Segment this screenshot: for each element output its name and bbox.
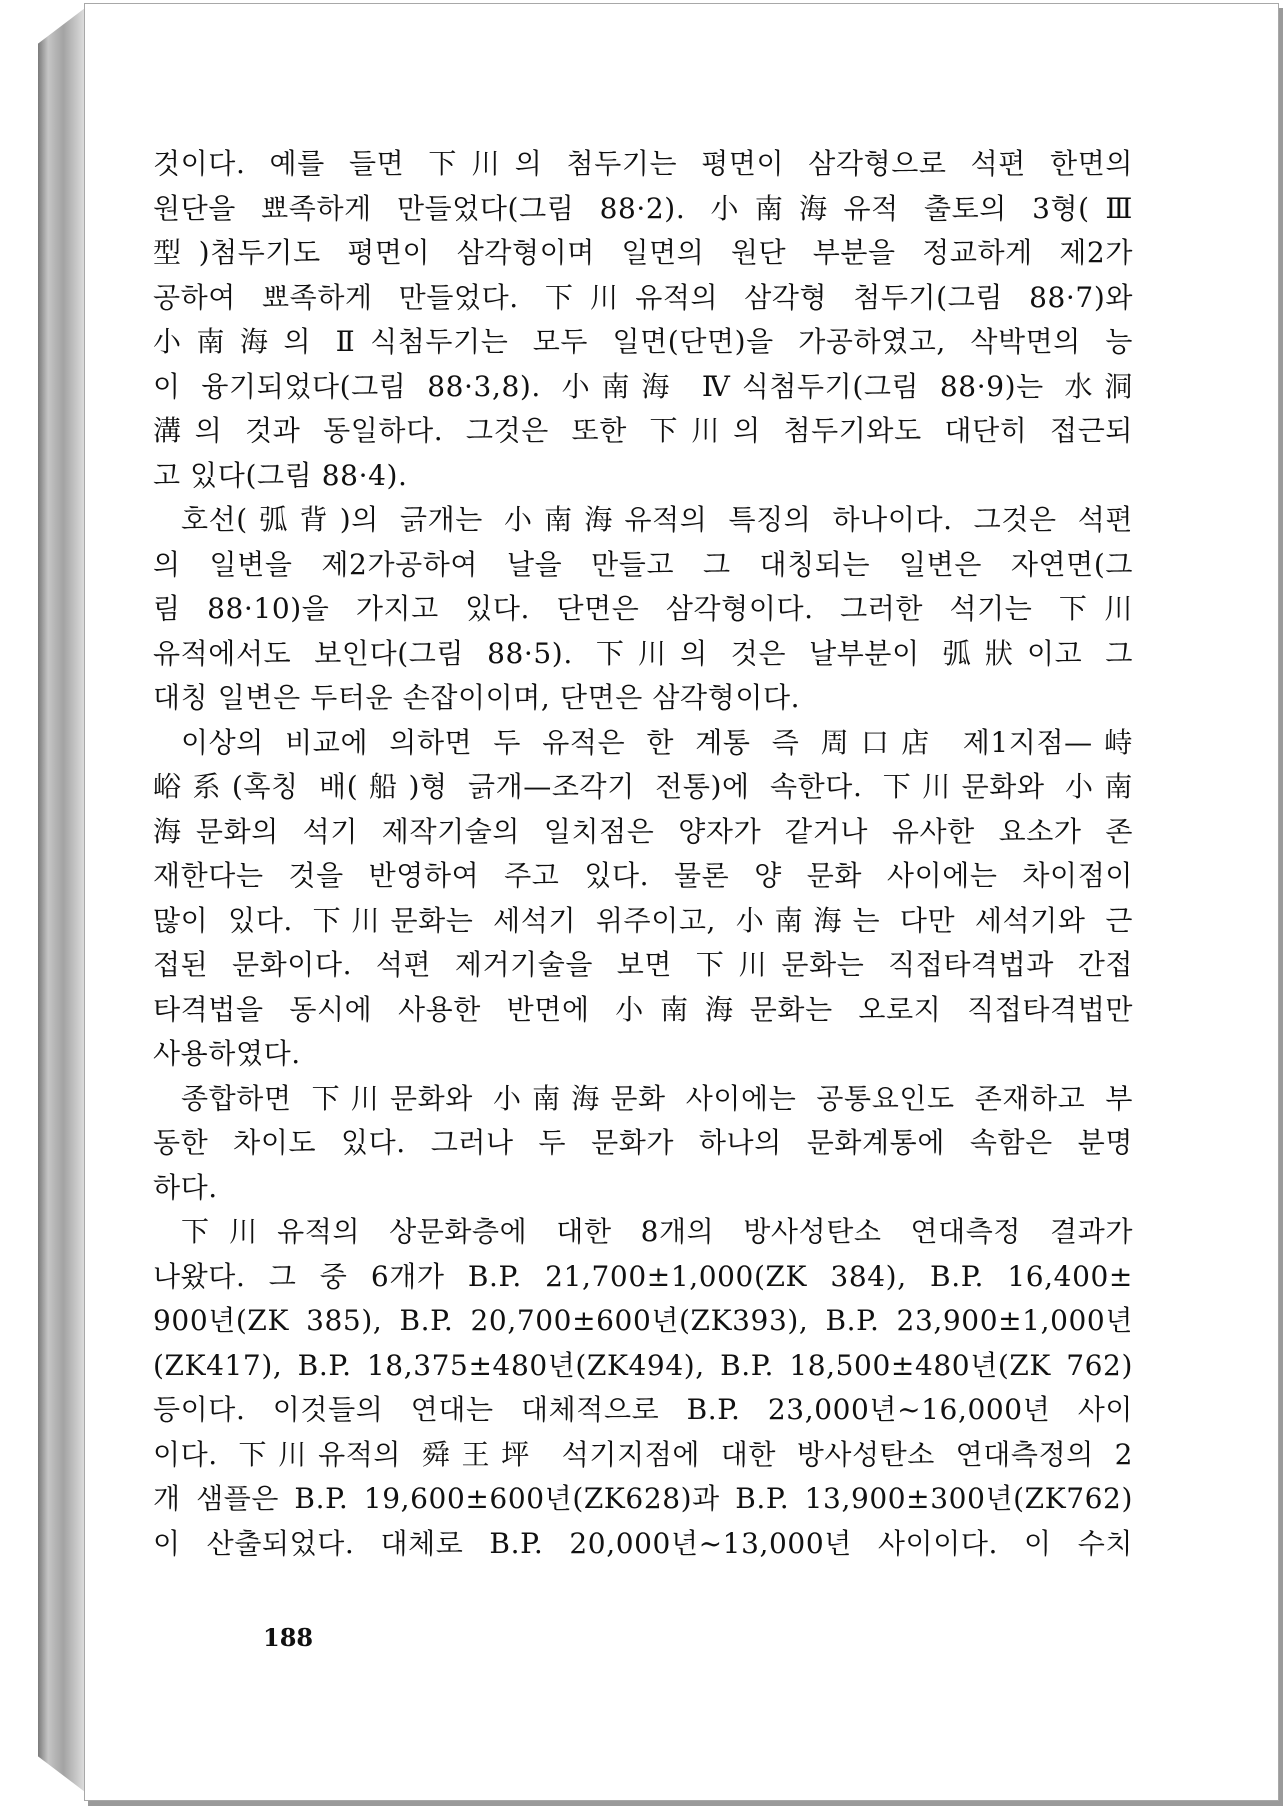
- text-line: 접된 문화이다. 석편 제거기술을 보면 下川문화는 직접타격법과 간접: [153, 948, 1133, 981]
- text-line: 것이다. 예를 들면 下川의 첨두기는 평면이 삼각형으로 석편 한면의: [153, 147, 1133, 180]
- text-line: 타격법을 동시에 사용한 반면에 小南海문화는 오로지 직접타격법만: [153, 992, 1133, 1026]
- text-line: 원단을 뾰족하게 만들었다(그림 88·2). 小南海유적 출토의 3형(Ⅲ: [153, 191, 1133, 225]
- text-line: 등이다. 이것들의 연대는 대체적으로 B.P. 23,000년~16,000년 사이: [153, 1393, 1133, 1426]
- text-line: 동한 차이도 있다. 그러나 두 문화가 하나의 문화계통에 속함은 분명: [153, 1126, 1133, 1159]
- text-line: 재한다는 것을 반영하여 주고 있다. 물론 양 문화 사이에는 차이점이: [153, 859, 1133, 892]
- text-line: 900년(ZK 385), B.P. 20,700±600년(ZK393), B.P. 23,900±1,000년: [153, 1304, 1133, 1337]
- text-line: 의 일변을 제2가공하여 날을 만들고 그 대칭되는 일변은 자연면(그: [153, 547, 1133, 581]
- text-line: 이 산출되었다. 대체로 B.P. 20,000년~13,000년 사이이다. 이 수치: [153, 1526, 1133, 1560]
- text-line: 대칭 일변은 두터운 손잡이이며, 단면은 삼각형이다.: [153, 681, 801, 714]
- paragraph-2: [153, 498, 1133, 721]
- text-line: (ZK417), B.P. 18,375±480년(ZK494), B.P. 18,500±480년(ZK 762): [153, 1348, 1133, 1382]
- text-line: 이상의 비교에 의하면 두 유적은 한 계통 즉 周口店 제1지점—峙: [181, 725, 1133, 759]
- text-line: 종합하면 下川문화와 小南海문화 사이에는 공통요인도 존재하고 부: [181, 1081, 1133, 1115]
- text-line: 고 있다(그림 88·4).: [153, 458, 408, 492]
- text-line: 하다.: [153, 1170, 218, 1204]
- body-text: [153, 142, 1133, 1566]
- text-line: 개 샘플은 B.P. 19,600±600년(ZK628)과 B.P. 13,900±300년(ZK762): [153, 1482, 1133, 1515]
- paragraph-4: [153, 1077, 1133, 1211]
- text-line: 공하여 뾰족하게 만들었다. 下川유적의 삼각형 첨두기(그림 88·7)와: [153, 280, 1133, 314]
- text-line: 호선(弧背)의 긁개는 小南海유적의 특징의 하나이다. 그것은 석편: [181, 503, 1133, 536]
- paragraph-5: [153, 1210, 1133, 1566]
- book-spine-edge: [38, 8, 85, 1792]
- text-line: 海문화의 석기 제작기술의 일치점은 양자가 같거나 유사한 요소가 존: [153, 814, 1133, 848]
- text-line: 型)첨두기도 평면이 삼각형이며 일면의 원단 부분을 정교하게 제2가: [153, 236, 1133, 269]
- text-line: 사용하였다.: [153, 1037, 301, 1070]
- text-line: 小南海의 Ⅱ식첨두기는 모두 일면(단면)을 가공하였고, 삭박면의 능: [153, 325, 1133, 358]
- text-line: 유적에서도 보인다(그림 88·5). 下川의 것은 날부분이 弧狀이고 그: [153, 636, 1133, 670]
- text-line: 많이 있다. 下川문화는 세석기 위주이고, 小南海는 다만 세석기와 근: [153, 903, 1133, 937]
- text-line: 下川유적의 상문화층에 대한 8개의 방사성탄소 연대측정 결과가: [181, 1215, 1133, 1248]
- page-number: 188: [263, 1623, 314, 1652]
- text-line: 峪系(혹칭 배(船)형 긁개—조각기 전통)에 속한다. 下川문화와 小南: [153, 770, 1133, 803]
- text-line: 溝의 것과 동일하다. 그것은 또한 下川의 첨두기와도 대단히 접근되: [153, 414, 1133, 447]
- text-line: 나왔다. 그 중 6개가 B.P. 21,700±1,000(ZK 384), B.P. 16,400±: [153, 1259, 1133, 1293]
- text-line: 이 융기되었다(그림 88·3,8). 小南海 Ⅳ식첨두기(그림 88·9)는 水洞: [153, 369, 1133, 403]
- text-line: 이다. 下川유적의 舜王坪 석기지점에 대한 방사성탄소 연대측정의 2: [153, 1437, 1133, 1471]
- text-line: 림 88·10)을 가지고 있다. 단면은 삼각형이다. 그러한 석기는 下川: [153, 592, 1133, 625]
- paragraph-3: [153, 721, 1133, 1077]
- paragraph-1: [153, 142, 1133, 498]
